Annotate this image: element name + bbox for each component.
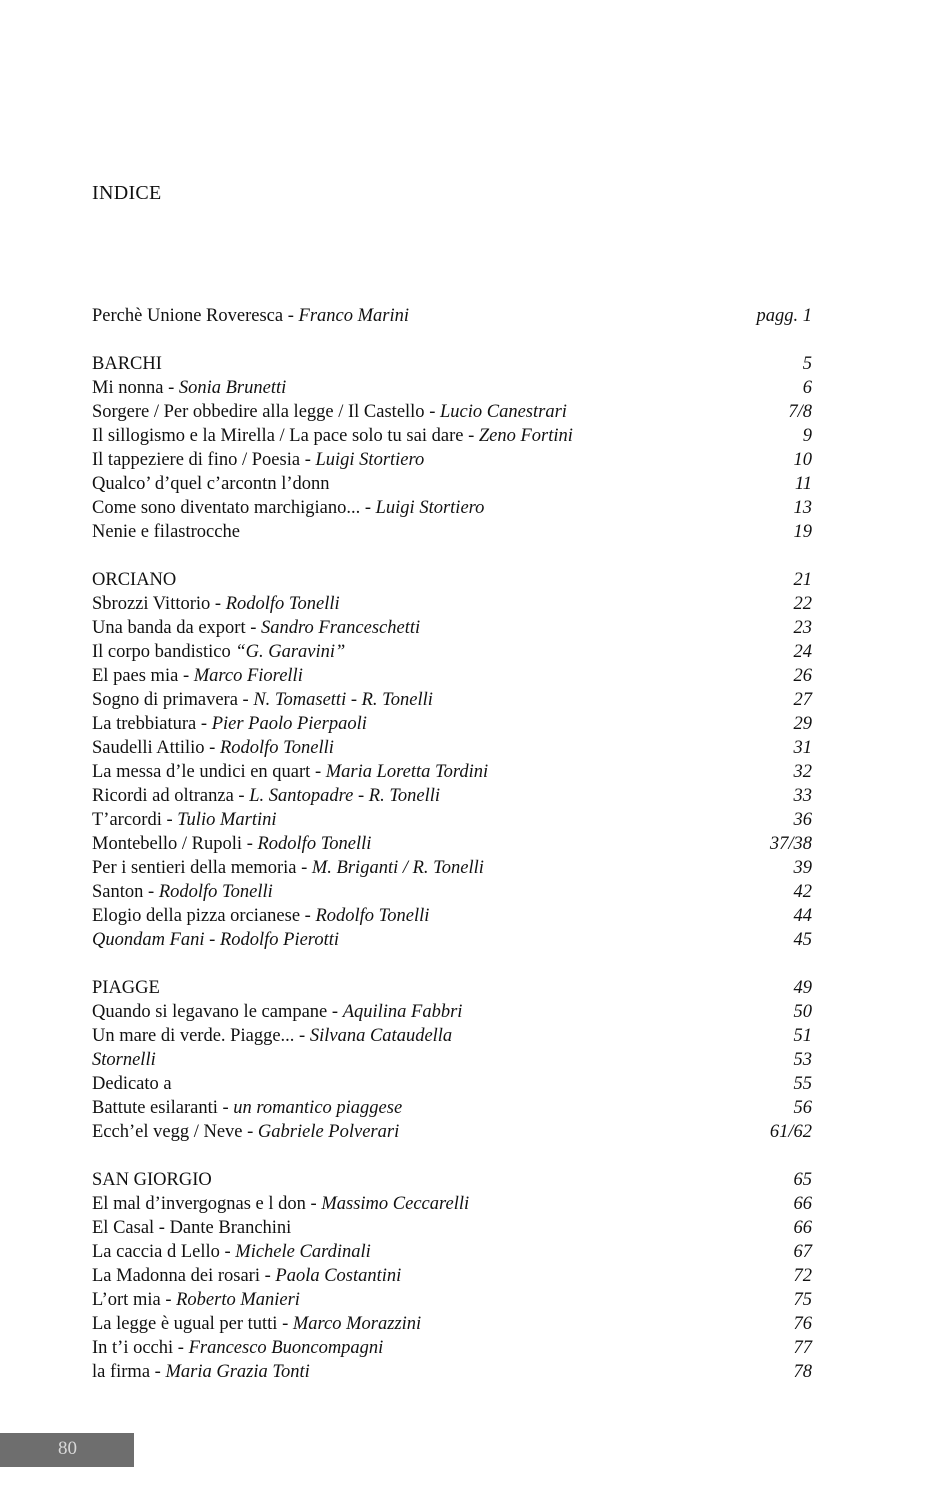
section-spacer	[92, 328, 812, 352]
section-spacer	[92, 544, 812, 568]
section-page: 21	[793, 570, 812, 590]
entry-author: Marco Fiorelli	[193, 666, 303, 686]
entry-text	[92, 904, 429, 928]
entry-title: L’ort mia	[92, 1290, 161, 1310]
entry-text	[92, 520, 240, 544]
page-number: 80	[58, 1438, 77, 1459]
entry-separator: -	[305, 1194, 322, 1214]
entry-title: La messa d’le undici en quart	[92, 762, 311, 782]
entry-text	[92, 616, 420, 640]
toc-entry[interactable]	[92, 664, 812, 688]
entry-page: 32	[793, 762, 812, 782]
entry-author: Maria Grazia Tonti	[165, 1362, 310, 1382]
entry-author: “G. Garavini”	[235, 642, 346, 662]
entry-text	[92, 376, 286, 400]
entry-author: Maria Loretta Tordini	[325, 762, 489, 782]
entry-text	[92, 1264, 401, 1288]
entry-page: 55	[793, 1074, 812, 1094]
entry-author: Zeno Fortini	[478, 426, 573, 446]
entry-title: Come sono diventato marchigiano...	[92, 498, 361, 518]
entry-page: 9	[802, 426, 812, 446]
entry-page: 31	[793, 738, 812, 758]
entry-author: Silvana Cataudella	[309, 1026, 453, 1046]
entry-separator: -	[327, 1002, 343, 1022]
entry-separator: -	[300, 450, 316, 470]
entry-title: Saudelli Attilio	[92, 738, 205, 758]
entry-page: 56	[793, 1098, 812, 1118]
entry-author: Rodolfo Tonelli	[219, 738, 334, 758]
entry-author: Rodolfo Tonelli	[257, 834, 372, 854]
toc-entry[interactable]	[92, 856, 812, 880]
section-heading[interactable]	[92, 1168, 812, 1192]
entry-title: Nenie e filastrocche	[92, 522, 240, 542]
entry-separator: -	[283, 306, 299, 326]
entry-author: Luigi Stortiero	[375, 498, 485, 518]
entry-text	[92, 592, 340, 616]
entry-title: El mal d’invergognas e l don	[92, 1194, 306, 1214]
entry-separator: -	[204, 738, 220, 758]
toc-entry[interactable]	[92, 1096, 812, 1120]
entry-text	[92, 448, 424, 472]
entry-text	[92, 1024, 452, 1048]
entry-title: Mi nonna	[92, 378, 164, 398]
toc-entry[interactable]	[92, 496, 812, 520]
entry-text	[92, 880, 273, 904]
entry-text	[92, 1360, 310, 1384]
entry-title: Ecch’el vegg / Neve	[92, 1122, 243, 1142]
entry-text	[92, 1312, 421, 1336]
entry-page: 61/62	[769, 1122, 812, 1142]
entry-separator: -	[217, 1098, 234, 1118]
section-name: SAN GIORGIO	[92, 1170, 212, 1190]
entry-separator: -	[242, 834, 258, 854]
entry-title: El Casal - Dante Branchini	[92, 1218, 292, 1238]
toc-entry[interactable]	[92, 904, 812, 928]
entry-author: Massimo Ceccarelli	[321, 1194, 470, 1214]
toc-entry[interactable]	[92, 400, 812, 424]
entry-title: T’arcordi	[92, 810, 162, 830]
entry-title: Sorgere / Per obbedire alla legge / Il Castello	[92, 402, 425, 422]
entry-separator: -	[294, 1026, 310, 1046]
section-name: BARCHI	[92, 354, 162, 374]
toc-entry[interactable]	[92, 1264, 812, 1288]
entry-title: Quando si legavano le campane	[92, 1002, 328, 1022]
toc-entry[interactable]	[92, 520, 812, 544]
entry-page: 77	[793, 1338, 812, 1358]
toc-entry[interactable]	[92, 736, 812, 760]
entry-page: 66	[793, 1194, 812, 1214]
toc-entry[interactable]	[92, 1192, 812, 1216]
entry-page: 7/8	[788, 402, 812, 422]
toc-entry[interactable]	[92, 1360, 812, 1384]
toc-entry[interactable]	[92, 784, 812, 808]
entry-author: Rodolfo Tonelli	[315, 906, 430, 926]
entry-author: Roberto Manieri	[176, 1290, 300, 1310]
entry-page: pagg. 1	[756, 306, 812, 326]
entry-title: Per i sentieri della memoria	[92, 858, 297, 878]
toc-entry[interactable]	[92, 616, 812, 640]
entry-author: Michele Cardinali	[235, 1242, 371, 1262]
entry-text	[92, 712, 367, 736]
entry-author: un romantico piaggese	[233, 1098, 403, 1118]
entry-author: Luigi Stortiero	[315, 450, 425, 470]
toc-entry[interactable]	[92, 1048, 812, 1072]
entry-page: 72	[793, 1266, 812, 1286]
toc-entry[interactable]	[92, 1288, 812, 1312]
entry-text	[92, 640, 345, 664]
entry-separator: -	[245, 618, 262, 638]
toc-entry[interactable]	[92, 1120, 812, 1144]
entry-title: La legge è ugual per tutti	[92, 1314, 278, 1334]
entry-title: Elogio della pizza orcianese	[92, 906, 301, 926]
entry-title: La caccia d Lello	[92, 1242, 220, 1262]
entry-page: 50	[793, 1002, 812, 1022]
entry-title: Montebello / Rupoli	[92, 834, 243, 854]
entry-title: Qualco’ d’quel c’arcontn l’donn	[92, 474, 330, 494]
entry-page: 33	[793, 786, 812, 806]
entry-title: Il tappeziere di fino / Poesia	[92, 450, 301, 470]
entry-separator: -	[161, 810, 178, 830]
entry-title: Un mare di verde. Piagge...	[92, 1026, 295, 1046]
entry-page: 66	[793, 1218, 812, 1238]
entry-page: 13	[793, 498, 812, 518]
section-page: 5	[802, 354, 812, 374]
entry-page: 19	[793, 522, 812, 542]
section-spacer	[92, 1144, 812, 1168]
entry-title: Il sillogismo e la Mirella / La pace solo tu sai dare	[92, 426, 464, 446]
entry-text	[92, 424, 573, 448]
entry-author: Lucio Canestrari	[439, 402, 567, 422]
entry-page: 26	[793, 666, 812, 686]
toc-entry[interactable]	[92, 1216, 812, 1240]
entry-separator: -	[173, 1338, 189, 1358]
entry-page: 23	[793, 618, 812, 638]
entry-text	[92, 808, 276, 832]
entry-text	[92, 736, 334, 760]
entry-author: Francesco Buoncompagni	[188, 1338, 384, 1358]
entry-author: Sonia Brunetti	[178, 378, 287, 398]
entry-separator: -	[143, 882, 159, 902]
entry-page: 29	[793, 714, 812, 734]
toc-entry[interactable]	[92, 1072, 812, 1096]
entry-text	[92, 928, 339, 952]
entry-text	[92, 832, 371, 856]
entry-separator: -	[259, 1266, 276, 1286]
entry-page: 67	[793, 1242, 812, 1262]
entry-title: La Madonna dei rosari	[92, 1266, 260, 1286]
entry-page: 10	[793, 450, 812, 470]
entry-text	[92, 784, 440, 808]
entry-separator: -	[310, 762, 326, 782]
entry-text	[92, 760, 488, 784]
entry-author: Sandro Franceschetti	[261, 618, 421, 638]
section-spacer	[92, 952, 812, 976]
entry-title: Dedicato a	[92, 1074, 172, 1094]
entry-title: Battute esilaranti	[92, 1098, 218, 1118]
entry-separator: -	[242, 1122, 258, 1142]
entry-text	[92, 1288, 300, 1312]
entry-page: 27	[793, 690, 812, 710]
entry-title: Sogno di primavera	[92, 690, 238, 710]
entry-separator: -	[196, 714, 212, 734]
entry-title: Santon	[92, 882, 144, 902]
toc-entry[interactable]	[92, 1240, 812, 1264]
toc-entry[interactable]	[92, 472, 812, 496]
entry-author: Pier Paolo Pierpaoli	[211, 714, 367, 734]
entry-separator: -	[219, 1242, 236, 1262]
section-name: PIAGGE	[92, 978, 160, 998]
entry-separator: -	[360, 498, 376, 518]
entry-separator: -	[296, 858, 312, 878]
entry-separator: -	[163, 378, 179, 398]
entry-text	[92, 856, 484, 880]
entry-page: 11	[794, 474, 812, 494]
entry-author: N. Tomasetti - R. Tonelli	[253, 690, 433, 710]
entry-author: Stornelli	[92, 1050, 156, 1070]
entry-page: 44	[793, 906, 812, 926]
section-page: 49	[793, 978, 812, 998]
toc-intro-entry[interactable]	[92, 304, 812, 328]
entry-page: 6	[802, 378, 812, 398]
entry-page: 51	[793, 1026, 812, 1046]
toc-entry[interactable]	[92, 760, 812, 784]
toc-entry[interactable]	[92, 448, 812, 472]
entry-page: 75	[793, 1290, 812, 1310]
entry-page: 22	[793, 594, 812, 614]
entry-title: Perchè Unione Roveresca	[92, 306, 284, 326]
entry-text	[92, 400, 567, 424]
page-title: INDICE	[92, 182, 162, 204]
toc-entry[interactable]	[92, 832, 812, 856]
entry-author: Tulio Martini	[177, 810, 277, 830]
entry-author: Gabriele Polverari	[257, 1122, 400, 1142]
entry-page: 45	[793, 930, 812, 950]
section-heading[interactable]	[92, 352, 812, 376]
entry-title: In t’i occhi	[92, 1338, 174, 1358]
toc-entry[interactable]	[92, 376, 812, 400]
entry-text	[92, 1192, 469, 1216]
entry-separator: -	[300, 906, 316, 926]
entry-title: Una banda da export	[92, 618, 246, 638]
entry-text	[92, 304, 409, 328]
entry-author: Rodolfo Tonelli	[225, 594, 340, 614]
section-name: ORCIANO	[92, 570, 177, 590]
entry-author: Quondam Fani - Rodolfo Pierotti	[92, 930, 339, 950]
entry-text	[92, 1336, 383, 1360]
entry-author: Franco Marini	[298, 306, 409, 326]
toc-entry[interactable]	[92, 1312, 812, 1336]
entry-author: Paola Costantini	[275, 1266, 402, 1286]
entry-author: L. Santopadre - R. Tonelli	[249, 786, 441, 806]
entry-page: 24	[793, 642, 812, 662]
toc-entry[interactable]	[92, 1336, 812, 1360]
entry-separator: -	[233, 786, 250, 806]
entry-title: Sbrozzi Vittorio	[92, 594, 211, 614]
section-heading[interactable]	[92, 976, 812, 1000]
entry-author: Rodolfo Tonelli	[158, 882, 273, 902]
entry-title: La trebbiatura	[92, 714, 197, 734]
toc-entry[interactable]	[92, 1024, 812, 1048]
entry-separator: -	[178, 666, 194, 686]
toc-entry[interactable]	[92, 424, 812, 448]
entry-separator: -	[160, 1290, 177, 1310]
entry-text	[92, 688, 433, 712]
entry-text	[92, 1072, 172, 1096]
entry-title: la firma	[92, 1362, 151, 1382]
entry-title: El paes mia	[92, 666, 179, 686]
entry-page: 36	[793, 810, 812, 830]
entry-page: 78	[793, 1362, 812, 1382]
entry-author: Aquilina Fabbri	[342, 1002, 463, 1022]
entry-separator: -	[150, 1362, 166, 1382]
entry-page: 42	[793, 882, 812, 902]
entry-text	[92, 1048, 156, 1072]
entry-text	[92, 472, 330, 496]
toc-entry[interactable]	[92, 712, 812, 736]
entry-separator: -	[463, 426, 479, 446]
toc-entry[interactable]	[92, 928, 812, 952]
entry-page: 53	[793, 1050, 812, 1070]
entry-separator: -	[237, 690, 254, 710]
entry-page: 76	[793, 1314, 812, 1334]
entry-title: Ricordi ad oltranza	[92, 786, 234, 806]
table-of-contents	[92, 304, 812, 1384]
entry-separator: -	[424, 402, 440, 422]
entry-separator: -	[210, 594, 226, 614]
entry-separator: -	[277, 1314, 293, 1334]
toc-entry[interactable]	[92, 808, 812, 832]
toc-entry[interactable]	[92, 640, 812, 664]
toc-entry[interactable]	[92, 1000, 812, 1024]
entry-text	[92, 1240, 371, 1264]
entry-author: M. Briganti / R. Tonelli	[311, 858, 484, 878]
entry-text	[92, 664, 303, 688]
entry-page: 37/38	[769, 834, 812, 854]
entry-text	[92, 1096, 402, 1120]
entry-title: Il corpo bandistico	[92, 642, 231, 662]
entry-text	[92, 1120, 399, 1144]
toc-entry[interactable]	[92, 688, 812, 712]
toc-entry[interactable]	[92, 880, 812, 904]
entry-text	[92, 1216, 291, 1240]
entry-author: Marco Morazzini	[292, 1314, 422, 1334]
entry-text	[92, 496, 484, 520]
entry-text	[92, 1000, 462, 1024]
entry-page: 39	[793, 858, 812, 878]
section-page: 65	[793, 1170, 812, 1190]
toc-entry[interactable]	[92, 592, 812, 616]
section-heading[interactable]	[92, 568, 812, 592]
